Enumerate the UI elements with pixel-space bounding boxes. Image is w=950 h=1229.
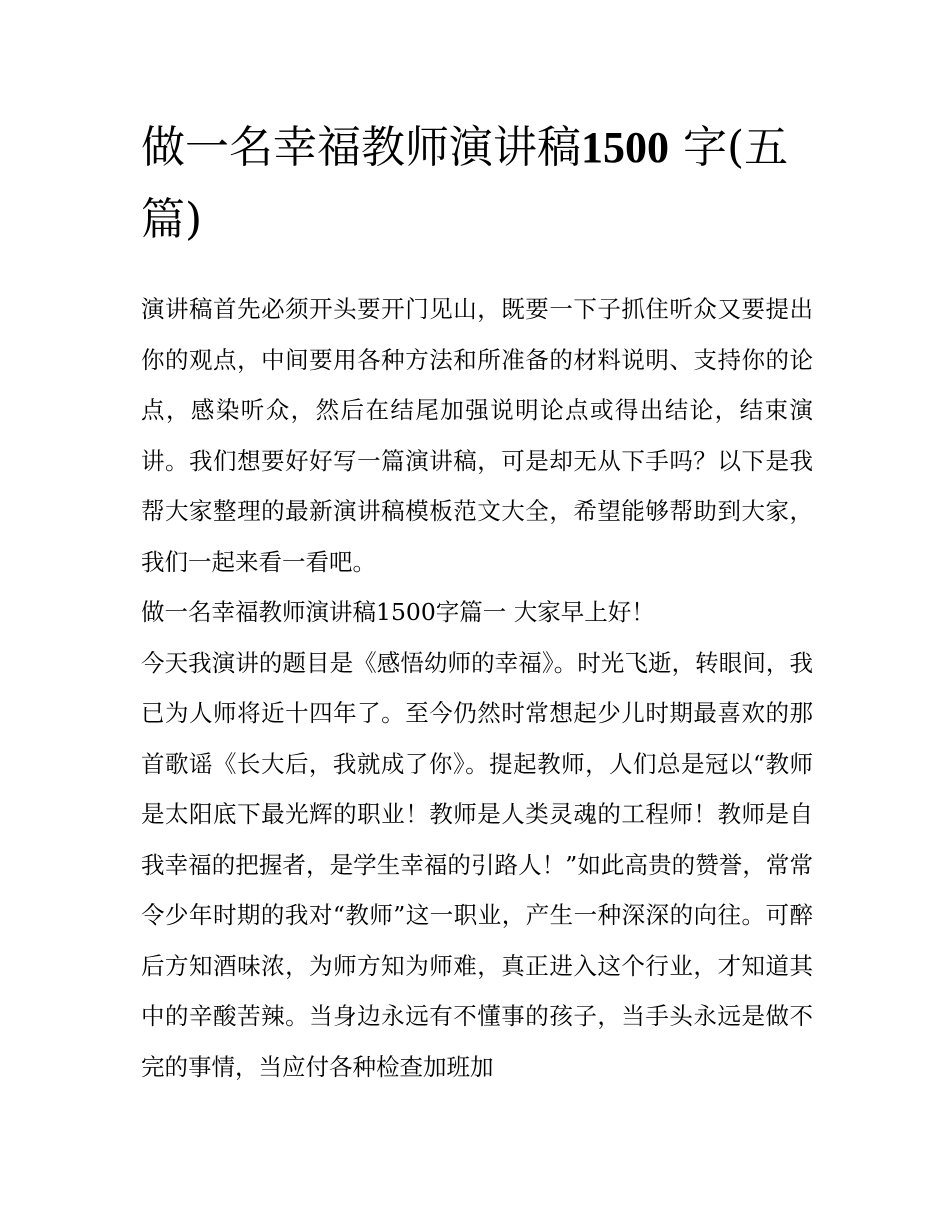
title-text-part2: 字(五篇) [141, 122, 789, 245]
section-heading: 做一名幸福教师演讲稿1500字篇一 大家早上好！ [141, 598, 655, 626]
document-title [141, 112, 813, 256]
intro-paragraph: 演讲稿首先必须开头要开门见山，既要一下子抓住听众又要提出你的观点，中间要用各种方法和所准备的材料说明、支持你的论点，感染听众，然后在结尾加强说明论点或得出结论，结束演讲。我们想要好好写一篇演讲稿，可是却无从下手吗？以下是我帮大家整理的最新演讲稿模板范文大全，希望能够帮助到大家，我们一起来看一看吧。 [141, 295, 813, 576]
title-text-part1: 做一名幸福教师演讲稿 [141, 122, 581, 173]
body-paragraph: 今天我演讲的题目是《感悟幼师的幸福》。时光飞逝，转眼间，我已为人师将近十四年了。至今仍然时常想起少儿时期最喜欢的那首歌谣《长大后，我就成了你》。提起教师，人们总是冠以“教师是太阳底下最光辉的职业！教师是人类灵魂的工程师！教师是自我幸福的把握者，是学生幸福的引路人！”如此高贵的赞誉，常常令少年时期的我对“教师”这一职业，产生一种深深的向往。可醉后方知酒味浓，为师方知为师难，真正进入这个行业，才知道其中的辛酸苦辣。当身边永远有不懂事的孩子，当手头永远是做不完的事情，当应付各种检查加班加 [141, 648, 813, 1081]
title-number: 1500 [581, 123, 669, 172]
document-content [141, 112, 813, 1092]
